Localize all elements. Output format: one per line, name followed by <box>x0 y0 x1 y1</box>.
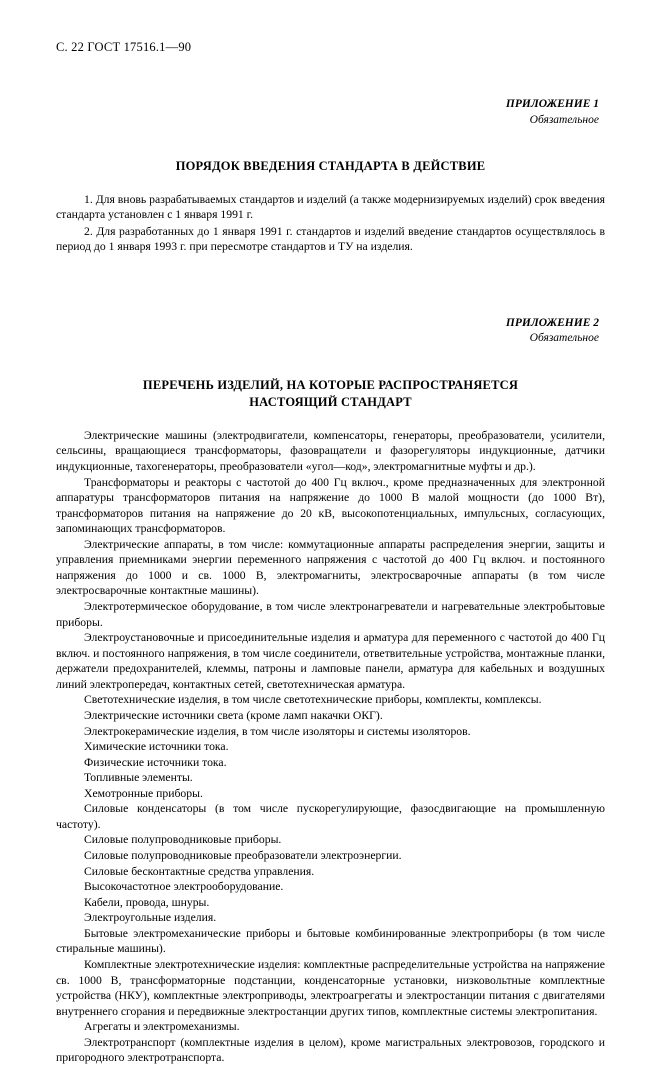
appendix-2-marker <box>56 316 599 347</box>
paragraph: Трансформаторы и реакторы с частотой до 400 Гц включ., кроме предназначенных для электронной аппаратуры трансформаторов питания на напряжение до 1000 В малой мощности (до 1000 Вт), трансформаторов питания на напряжение до 20 кВ, высокопотенциальных, импульсных, согласующих, запоминающих трансформаторов. <box>56 475 605 536</box>
page-header: С. 22 ГОСТ 17516.1—90 <box>56 40 192 54</box>
paragraph: Электротранспорт (комплектные изделия в целом), кроме магистральных электровозов, городского и пригородного электротранспорта. <box>56 1035 605 1065</box>
appendix-1-marker <box>56 97 599 128</box>
appendix-1-subtitle: Обязательное <box>529 113 599 126</box>
section-1-body <box>56 192 605 255</box>
appendix-2-title: ПРИЛОЖЕНИЕ 2 <box>505 316 599 329</box>
paragraph: Электроугольные изделия. <box>84 911 217 925</box>
paragraph: Кабели, провода, шнуры. <box>84 895 210 909</box>
paragraph: Силовые полупроводниковые приборы. <box>84 833 282 847</box>
paragraph: 1. Для вновь разрабатываемых стандартов и изделий (а также модернизируемых изделий) срок введения стандарта установлен с 1 января 1991 г. <box>56 192 606 222</box>
section-1-title: ПОРЯДОК ВВЕДЕНИЯ СТАНДАРТА В ДЕЙСТВИЕ <box>175 159 486 174</box>
paragraph: Силовые конденсаторы (в том числе пускорегулирующие, фазосдвигающие на промышленную частоту). <box>56 802 605 831</box>
paragraph: Высокочастотное электрооборудование. <box>84 880 284 894</box>
paragraph: 2. Для разработанных до 1 января 1991 г. стандартов и изделий введение стандартов осуществлялось в период до 1 января 1993 г. при пересмотре стандартов и ТУ на изделия. <box>56 224 605 254</box>
section-2-title <box>56 377 605 412</box>
appendix-2-subtitle: Обязательное <box>529 332 599 345</box>
paragraph: Светотехнические изделия, в том числе светотехнические приборы, комплекты, комплексы. <box>84 693 542 707</box>
paragraph: Силовые бесконтактные средства управления. <box>84 864 315 878</box>
section-2-body <box>56 428 605 1066</box>
paragraph: Электротермическое оборудование, в том числе электронагреватели и нагревательные электробытовые приборы. <box>56 600 605 629</box>
paragraph: Хемотронные приборы. <box>84 786 203 800</box>
paragraph: Электрокерамические изделия, в том числе изоляторы и системы изоляторов. <box>84 724 471 738</box>
paragraph: Силовые полупроводниковые преобразователи электроэнергии. <box>84 849 402 862</box>
spacer <box>56 256 605 316</box>
paragraph: Электрические аппараты, в том числе: коммутационные аппараты распределения энергии, защиты и управления приемниками энергии переменного напряжения с частотой до 400 Гц включ. и постоянного напряжения до 1000 и св. 1000 В, электромагниты, электросварочные аппараты (в том числе электросварочные контактные машины). <box>56 537 605 598</box>
paragraph: Электрические источники света (кроме ламп накачки ОКГ). <box>84 708 383 722</box>
section-2-title-line-1: ПЕРЕЧЕНЬ ИЗДЕЛИЙ, НА КОТОРЫЕ РАСПРОСТРАНЯЕТСЯ <box>142 377 519 392</box>
paragraph: Комплектные электротехнические изделия: комплектные распределительные устройства на напряжение св. 1000 В, трансформаторные подстанции, конденсаторные установки, низковольтные комплектные устройства (НКУ), комплектные электроприводы, электроагрегаты и электростанции питания с двигателями внутреннего сгорания и передвижные электростанции других типов, комплектные системы электропитания. <box>56 957 605 1018</box>
section-2-title-line-2: НАСТОЯЩИЙ СТАНДАРТ <box>249 395 412 410</box>
paragraph: Химические источники тока. <box>84 740 229 754</box>
paragraph: Бытовые электромеханические приборы и бытовые комбинированные электроприборы (в том числе стиральные машины). <box>56 926 605 956</box>
paragraph: Электрические машины (электродвигатели, компенсаторы, генераторы, преобразователи, усилители, сельсины, вращающиеся трансформаторы, фазовращатели и фазорегуляторы индукционные, датчики индукционные, тахогенераторы, преобразователи «угол—код», электромагнитные муфты и др.). <box>56 428 605 473</box>
appendix-1-title: ПРИЛОЖЕНИЕ 1 <box>505 98 599 110</box>
paragraph: Физические источники тока. <box>84 755 227 769</box>
paragraph: Электроустановочные и присоединительные изделия и арматура для переменного с частотой до 400 Гц включ. и постоянного напряжения, в том числе соединители, ответвительные устройства, монтажные планки, держатели предохранителей, клеммы, патроны и ламповые панели, арматура для кабельных и воздушных линий электропередач, контактных сетей, светотехническая арматура. <box>56 631 605 691</box>
paragraph: Топливные элементы. <box>84 771 193 785</box>
paragraph: Агрегаты и электромеханизмы. <box>84 1020 240 1034</box>
